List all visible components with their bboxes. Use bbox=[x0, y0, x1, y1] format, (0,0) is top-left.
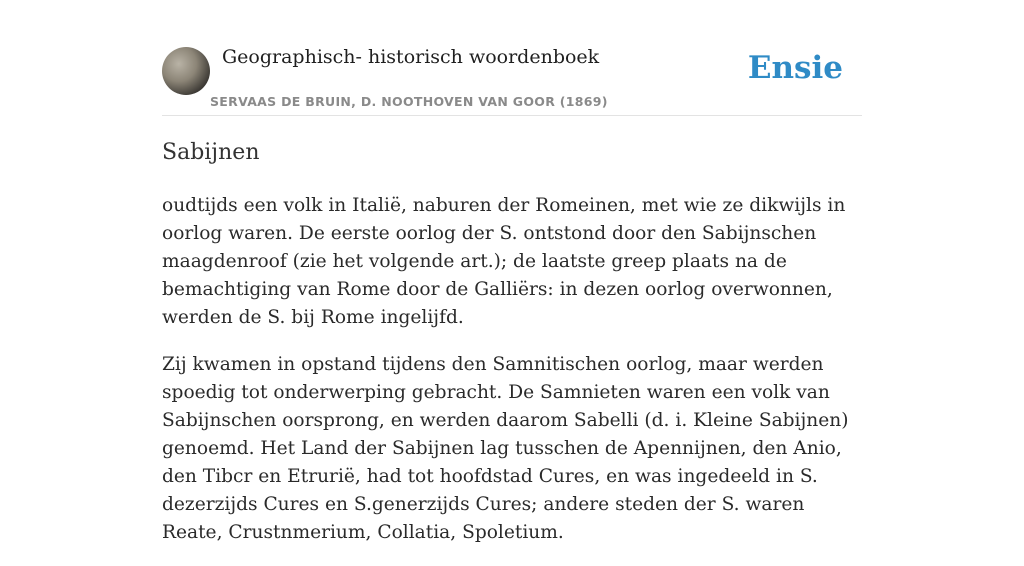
book-authors-year: SERVAAS DE BRUIN, D. NOOTHOVEN VAN GOOR (1869) bbox=[210, 94, 608, 109]
ensie-logo-link[interactable]: Ensie bbox=[747, 50, 843, 86]
book-cover-icon[interactable] bbox=[162, 47, 210, 95]
entry-paragraph: Zij kwamen in opstand tijdens den Samnitischen oorlog, maar werden spoedig tot onderwerping gebracht. De Samnieten waren een volk van Sabijnschen oorsprong, en werden daarom Sabelli (d. i. Kleine Sabijnen) genoemd. Het Land der Sabijnen lag tusschen de Apennijnen, den Anio, den Tibcr en Etrurië, had tot hoofdstad Cures, en was ingedeeld in S. dezerzijds Cures en S.generzijds Cures; andere steden der S. waren Reate, Crustnmerium, Collatia, Spoletium. bbox=[162, 354, 849, 543]
book-title-link[interactable]: Geographisch- historisch woordenboek bbox=[222, 46, 600, 68]
entry-title: Sabijnen bbox=[162, 140, 260, 165]
entry-body bbox=[162, 192, 862, 566]
entry-paragraph: oudtijds een volk in Italië, naburen der Romeinen, met wie ze dikwijls in oorlog waren. De eerste oorlog der S. ontstond door den Sabijnschen maagdenroof (zie het volgende art.); de laatste greep plaats na de bemachtiging van Rome door de Galliërs: in dezen oorlog overwonnen, werden de S. bij Rome ingelijfd. bbox=[162, 195, 846, 328]
book-header bbox=[162, 40, 862, 116]
